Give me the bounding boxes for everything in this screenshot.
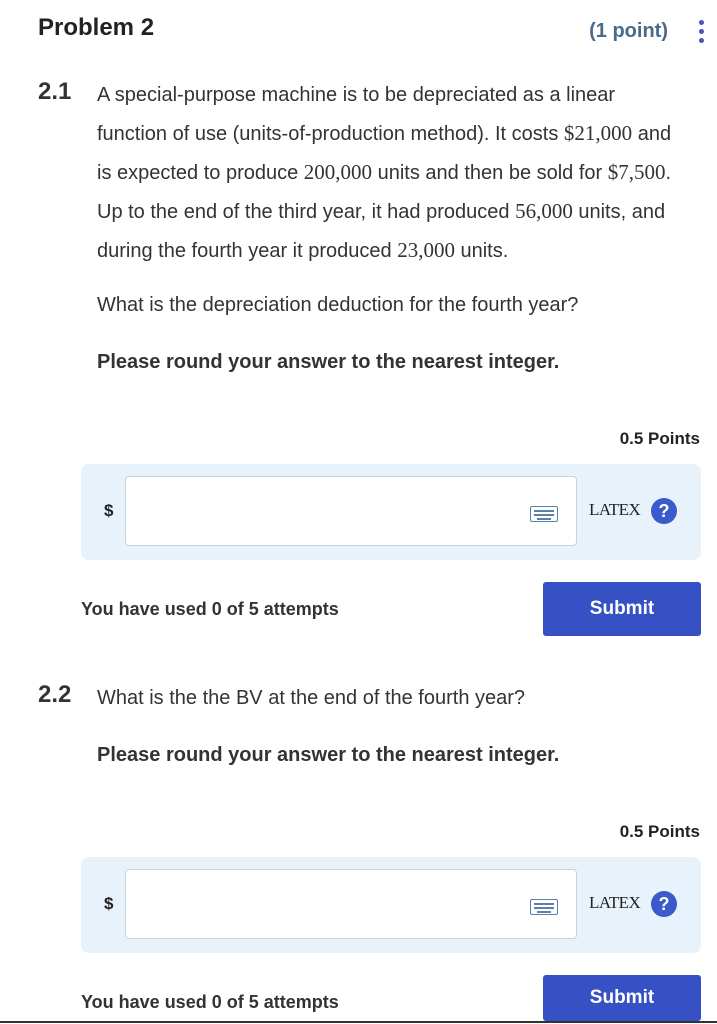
text-line: Up to the end of the third year, it had produced 56,000 units, and	[97, 199, 666, 223]
answer-field[interactable]	[125, 869, 577, 939]
attempts-text: You have used 0 of 5 attempts	[81, 992, 339, 1012]
keyboard-icon[interactable]	[530, 506, 558, 522]
help-icon[interactable]: ?	[651, 891, 677, 917]
text-line: function of use (units-of-production method). It costs $21,000 and	[97, 121, 672, 145]
help-icon[interactable]: ?	[651, 498, 677, 524]
text-line: is expected to produce 200,000 units and then be sold for $7,500.	[97, 160, 672, 184]
submit-button[interactable]: Submit	[543, 975, 701, 1021]
currency-label: $	[104, 894, 114, 913]
text-line: A special-purpose machine is to be depreciated as a linear	[97, 84, 616, 106]
problem-points: (1 point)	[589, 20, 668, 42]
attempts-text: You have used 0 of 5 attempts	[81, 599, 339, 619]
kebab-menu-icon[interactable]	[697, 20, 705, 48]
question-prompt: What is the the BV at the end of the fourth year?	[97, 687, 526, 709]
answer-box	[81, 464, 701, 560]
question-text	[97, 76, 717, 270]
latex-label[interactable]: LATEX	[589, 500, 641, 519]
latex-label[interactable]: LATEX	[589, 893, 641, 912]
problem-header	[0, 0, 717, 62]
problem-title: Problem 2	[38, 14, 155, 41]
currency-label: $	[104, 501, 114, 520]
question-number: 2.1	[38, 78, 72, 105]
keyboard-icon[interactable]	[530, 899, 558, 915]
submit-button[interactable]: Submit	[543, 582, 701, 636]
answer-box	[81, 857, 701, 953]
answer-input[interactable]	[126, 477, 528, 547]
answer-input[interactable]	[126, 870, 528, 940]
rounding-instruction: Please round your answer to the nearest integer.	[97, 744, 560, 766]
question-number: 2.2	[38, 681, 72, 708]
text-line: during the fourth year it produced 23,000 units.	[97, 238, 509, 262]
question-prompt: What is the depreciation deduction for the fourth year?	[97, 294, 579, 316]
rounding-instruction: Please round your answer to the nearest integer.	[97, 351, 560, 373]
bottom-divider	[0, 1021, 717, 1023]
part-points: 0.5 Points	[619, 822, 700, 841]
part-points: 0.5 Points	[619, 429, 700, 448]
answer-field[interactable]	[125, 476, 577, 546]
